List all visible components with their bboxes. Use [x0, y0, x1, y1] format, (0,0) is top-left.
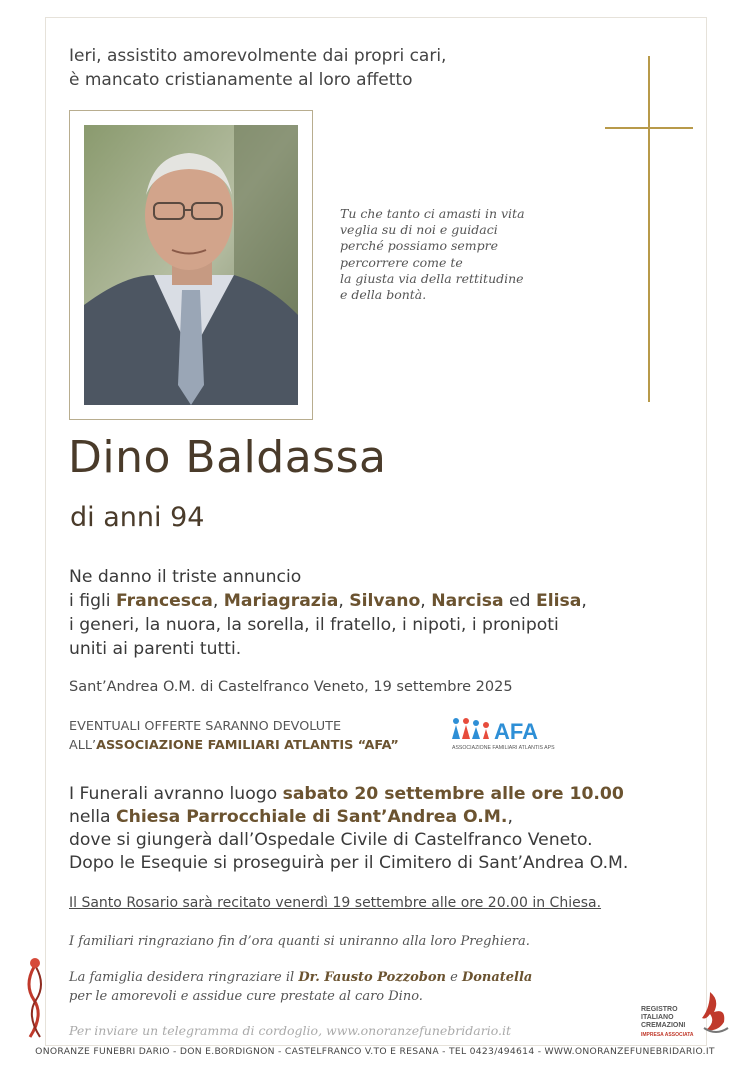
thanks-doctor	[69, 968, 532, 1006]
intro-line: Ieri, assistito amorevolmente dai propri cari,	[69, 46, 447, 66]
child-name: Francesca	[116, 591, 213, 611]
announcement-line: Ne danno il triste annuncio	[69, 567, 302, 587]
text: nella	[69, 807, 117, 827]
text: i figli	[69, 591, 116, 611]
cross-icon-bar	[605, 127, 693, 129]
separator: ed	[503, 591, 536, 611]
registry-sub: IMPRESA ASSOCIATA	[641, 1032, 694, 1038]
announcement-line: i generi, la nuora, la sorella, il fratello, i nipoti, i pronipoti	[69, 615, 559, 635]
child-name: Mariagrazia	[223, 591, 339, 611]
child-name: Narcisa	[431, 591, 504, 611]
funeral-line: Dopo le Esequie si proseguirà per il Cimitero di Sant’Andrea O.M.	[69, 853, 629, 873]
quote-line: perché possiamo sempre	[340, 238, 498, 254]
church-name: Chiesa Parrocchiale di Sant’Andrea O.M.	[116, 807, 508, 827]
funeral-line	[69, 783, 628, 806]
rosary-notice: Il Santo Rosario sarà recitato venerdì 19 settembre alle ore 20.00 in Chiesa.	[69, 895, 602, 911]
registry-line: ITALIANO	[641, 1014, 674, 1021]
person-name: Donatella	[461, 970, 533, 985]
announcement	[69, 565, 587, 661]
funeral-line: dove si giungerà dall’Ospedale Civile di Castelfranco Veneto.	[69, 830, 593, 850]
text: I Funerali avranno luogo	[69, 784, 283, 804]
quote-line: e della bontà.	[340, 287, 427, 303]
place-date: Sant’Andrea O.M. di Castelfranco Veneto, 19 settembre 2025	[69, 679, 513, 695]
offerings-line	[69, 736, 399, 755]
separator: ,	[338, 591, 350, 611]
afa-logo-text: AFA	[494, 719, 538, 744]
registry-line: REGISTRO	[641, 1006, 678, 1013]
portrait-frame	[69, 110, 313, 420]
separator: ,	[507, 807, 513, 827]
funeral-line	[69, 806, 628, 829]
deceased-name: Dino Baldassa	[68, 432, 387, 483]
quote-line: percorrere come te	[340, 254, 463, 270]
thanks-prayer: I familiari ringraziano fin d’ora quanti si uniranno alla loro Preghiera.	[69, 934, 530, 949]
people-icon	[452, 718, 489, 739]
child-name: Elisa	[536, 591, 582, 611]
thanks-line: per le amorevoli e assidue cure prestate al caro Dino.	[69, 989, 423, 1004]
ribbon-icon	[20, 955, 50, 1040]
cross-icon	[648, 56, 650, 402]
separator: ,	[581, 591, 587, 611]
doctor-name: Dr. Fausto Pozzobon	[298, 970, 446, 985]
funeral-info	[69, 783, 628, 875]
registry-line: CREMAZIONI	[641, 1022, 686, 1029]
quote-line: la giusta via della rettitudine	[340, 270, 524, 286]
quote	[340, 206, 560, 303]
funeral-datetime: sabato 20 settembre alle ore 10.00	[282, 784, 624, 804]
intro-line: è mancato cristianamente al loro affetto	[69, 70, 413, 90]
text: e	[445, 970, 462, 985]
child-name: Silvano	[349, 591, 421, 611]
footer: ONORANZE FUNEBRI DARIO - DON E.BORDIGNON - CASTELFRANCO V.TO E RESANA - TEL 0423/494614 - WWW.ONORANZEFUNEBRIDARIO.IT	[35, 1046, 715, 1057]
telegram-link[interactable]: Per inviare un telegramma di cordoglio, www.onoranzefunebridario.it	[69, 1023, 512, 1038]
offerings	[69, 717, 399, 755]
offerings-line: EVENTUALI OFFERTE SARANNO DEVOLUTE	[69, 719, 342, 734]
children-line	[69, 589, 587, 613]
portrait-photo	[84, 125, 298, 405]
afa-logo	[450, 715, 560, 759]
quote-line: Tu che tanto ci amasti in vita	[340, 206, 525, 221]
intro-text	[69, 44, 446, 92]
separator: ,	[420, 591, 432, 611]
association-name: ASSOCIAZIONE FAMILIARI ATLANTIS “AFA”	[96, 738, 399, 753]
afa-logo-caption: ASSOCIAZIONE FAMILIARI ATLANTIS APS	[452, 745, 555, 751]
text: ALL’	[69, 738, 97, 753]
text: La famiglia desidera ringraziare il	[69, 970, 299, 985]
announcement-line: uniti ai parenti tutti.	[69, 639, 242, 659]
thanks-line	[69, 968, 532, 987]
separator: ,	[212, 591, 224, 611]
registry-logo-text	[641, 1006, 685, 1030]
deceased-age: di anni 94	[70, 502, 205, 533]
quote-line: veglia su di noi e guidaci	[340, 222, 498, 238]
